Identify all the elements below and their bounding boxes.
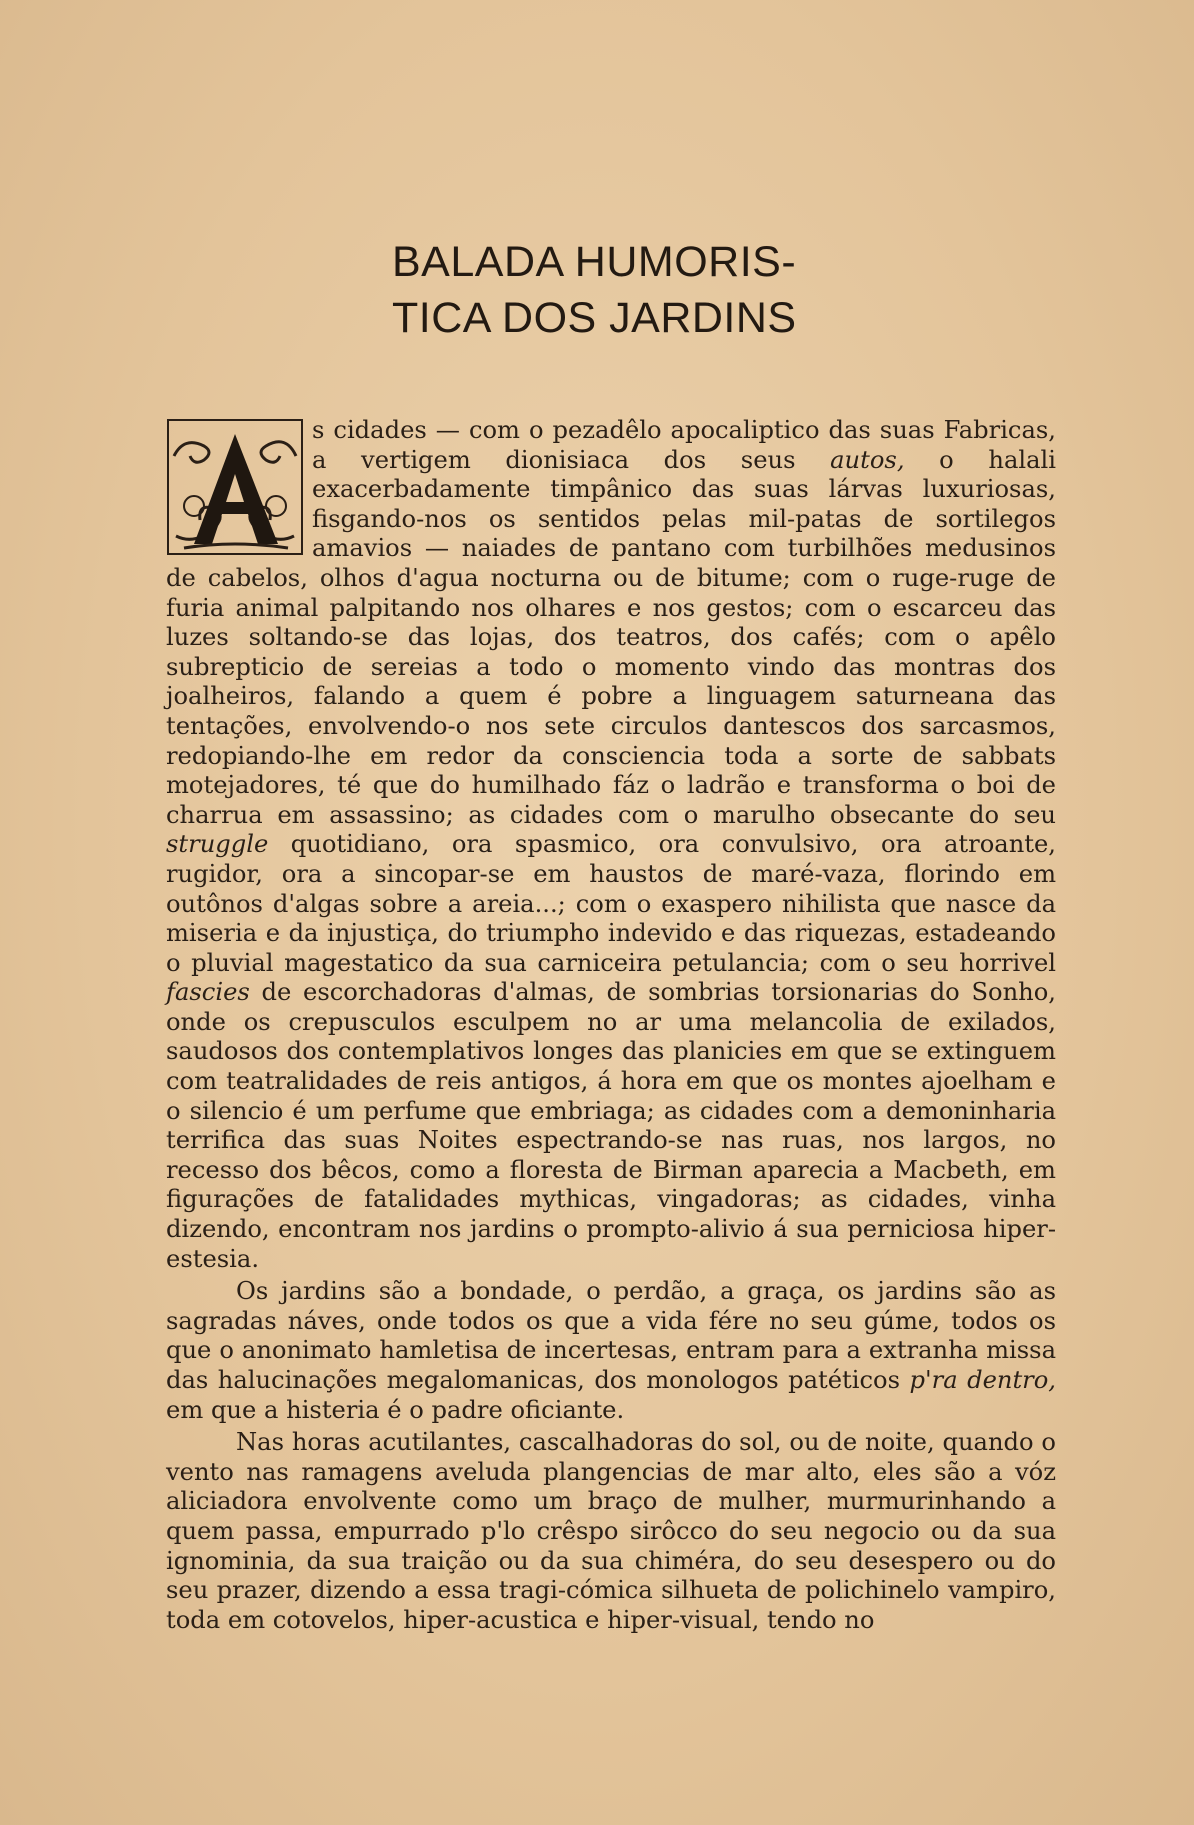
paragraph-1-text-d: de escorchadoras d'almas, de sombrias torsionarias do Sonho, onde os crepusculos esculpem no ar uma melancolia de exilados, saudosos dos contemplativos longes das planicies em que se extinguem com teatralidades de reis antigos, á hora em que os montes ajoelham e o silencio é um perfume que embriaga; as cidades com a demoninharia terrifica das suas Noites espectrando-se nas ruas, nos largos, no recesso dos bêcos, como a floresta de Birman aparecia a Macbeth, em figurações de fatalidades mythicas, vingadoras; as cidades, vinha dizendo, encontram nos jardins o prompto-alivio á sua perniciosa hiper-estesia. [166, 978, 1056, 1273]
chapter-title [392, 234, 892, 346]
paragraph-2-text-a: Os jardins são a bondade, o perdão, a graça, os jardins são as sagradas náves, onde todos os que a vida fére no seu gúme, todos os que o anonimato hamletisa de incertesas, entram para a extranha missa das halucinações megalomanicas, dos monologos patéticos [166, 1277, 1056, 1394]
italic-autos: autos, [830, 445, 905, 474]
title-line-1: BALADA HUMORIS- [392, 238, 797, 286]
paragraph-1-text-b: o halali exacerbadamente timpânico das suas lárvas luxuriosas, fisgando-nos os sentidos pelas mil-patas de sortilegos amavios — naiades de pantano com turbilhões medusinos de cabelos, olhos d'agua nocturna ou de bitume; com o ruge-ruge de furia animal palpitando nos olhares e nos gestos; com o escarceu das luzes soltando-se das lojas, dos teatros, dos cafés; com o apêlo subrepticio de sereias a todo o momento vindo das montras dos joalheiros, falando a quem é pobre a linguagem saturneana das tentações, envolvendo-o nos sete circulos dantescos dos sarcasmos, redopiando-lhe em redor da consciencia toda a sorte de sabbats motejadores, té que do humilhado fáz o ladrão e transforma o boi de charrua em assassino; as cidades com o marulho obsecante do seu [166, 445, 1056, 829]
ornate-initial-a-icon [164, 416, 306, 558]
italic-struggle: struggle [166, 830, 269, 859]
title-line-2: TICA DOS JARDINS [392, 294, 797, 342]
italic-fascies: fascies [166, 978, 250, 1007]
paragraph-1-text-c: quotidiano, ora spasmico, ora convulsivo, ora atroante, rugidor, ora a sincopar-se em haustos de maré-vaza, florindo em outônos d'algas sobre a areia...; com o exaspero nihilista que nasce da miseria e da injustiça, do triumpho indevido e das riquezas, estadeando o pluvial magestatico da sua carniceira petulancia; com o seu horrivel [166, 830, 1056, 977]
italic-pra-dentro: p'ra dentro, [909, 1366, 1056, 1394]
paragraph-3 [166, 1428, 1056, 1635]
paragraph-3-text: Nas horas acutilantes, cascalhadoras do sol, ou de noite, quando o vento nas ramagens aveluda plangencias de mar alto, eles são a vóz aliciadora envolvente como um braço de mulher, murmurinhando a quem passa, empurrado p'lo crêspo sirôcco do seu negocio ou da sua ignominia, da sua traição ou da sua chiméra, do seu desespero ou do seu prazer, dizendo a essa tragi-cómica silhueta de polichinelo vampiro, toda em cotovelos, hiper-acustica e hiper-visual, tendo no [166, 1428, 1056, 1634]
paragraph-2-text-b: em que a histeria é o padre oficiante. [166, 1395, 625, 1424]
body-text [166, 416, 1056, 1635]
paragraph-2 [166, 1277, 1056, 1425]
paragraph-1-text-a: s cidades — com o pezadêlo apocaliptico das suas Fabricas, a vertigem dionisiaca dos seus [312, 416, 1056, 474]
paragraph-1 [166, 416, 1056, 1274]
